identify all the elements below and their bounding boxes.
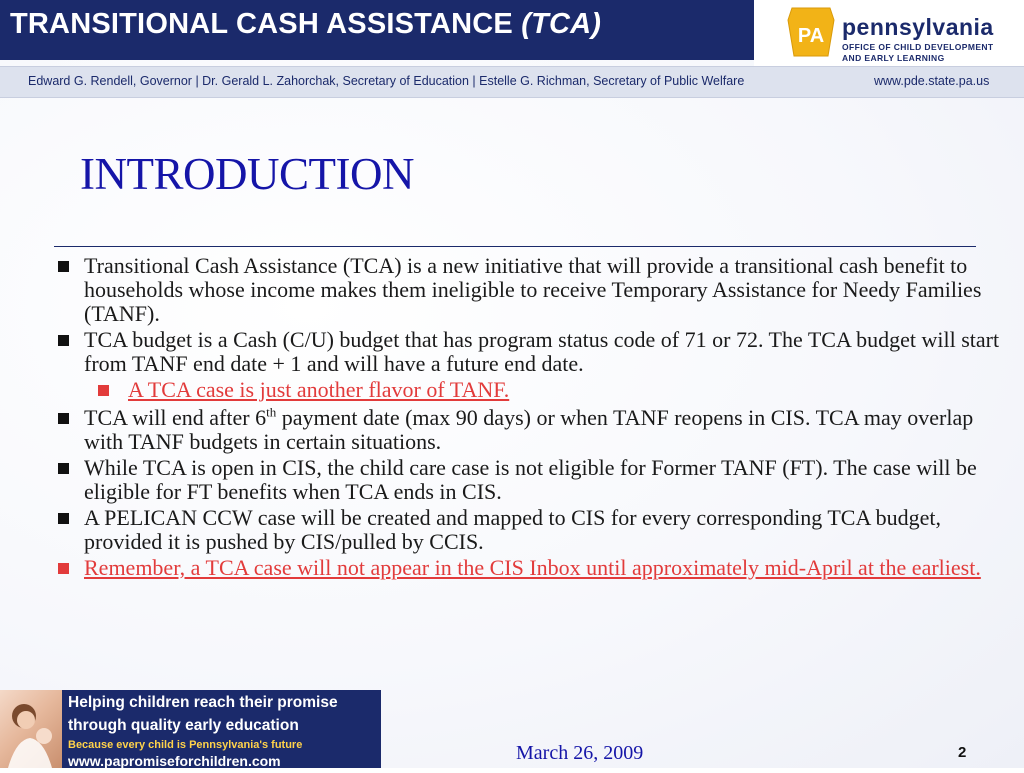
header-title-abbrev: (TCA): [521, 8, 602, 40]
logo-sub-line1: OFFICE OF CHILD DEVELOPMENT: [842, 42, 994, 52]
bullet-item: [56, 506, 1016, 554]
bullet-item: [56, 328, 1016, 376]
bullet-text: [84, 405, 973, 454]
promo-website-link[interactable]: www.papromiseforchildren.com: [68, 753, 281, 769]
square-bullet-icon: [58, 261, 69, 272]
pa-logo-text: PA: [797, 25, 825, 47]
logo-subtitle: [842, 42, 994, 64]
title-divider: [54, 246, 976, 247]
logo-name: pennsylvania: [842, 14, 994, 40]
bullet-text-part: TCA will end after 6: [84, 405, 267, 430]
promo-tagline: Because every child is Pennsylvania's future: [68, 739, 303, 751]
sub-bullet-item: [56, 378, 1016, 402]
bullet-item: [56, 254, 1016, 326]
website-link[interactable]: www.pde.state.pa.us: [874, 74, 990, 88]
bullet-text: While TCA is open in CIS, the child care case is not eligible for Former TANF (FT). The case will be eligible for FT benefits when TCA ends in CIS.: [84, 455, 977, 504]
bullet-item: [56, 406, 1016, 454]
promo-headline-1: Helping children reach their promise: [68, 694, 338, 711]
square-bullet-icon: [58, 335, 69, 346]
bullet-item: [56, 556, 1016, 580]
logo-sub-line2: AND EARLY LEARNING: [842, 53, 945, 63]
bullet-item: [56, 456, 1016, 504]
promo-headline-2: through quality early education: [68, 717, 299, 734]
square-bullet-icon: [58, 413, 69, 424]
bullet-text-part: payment date (max 90 days) or when TANF reopens in CIS. TCA may overlap with TANF budgets in certain situations.: [84, 405, 974, 454]
slide-title: INTRODUCTION: [80, 149, 414, 199]
square-bullet-icon: [58, 463, 69, 474]
promo-photo: [0, 690, 62, 768]
footer-date: March 26, 2009: [516, 742, 644, 764]
square-bullet-icon: [58, 563, 69, 574]
square-bullet-icon: [58, 513, 69, 524]
square-bullet-icon: [98, 385, 109, 396]
officials-text: Edward G. Rendell, Governor | Dr. Gerald L. Zahorchak, Secretary of Education | Estelle G. Richman, Secretary of Public Welfare: [28, 74, 745, 88]
page-number: 2: [958, 744, 967, 761]
header-title: [10, 8, 601, 41]
header-title-main: TRANSITIONAL CASH ASSISTANCE: [10, 8, 513, 40]
highlight-link[interactable]: Remember, a TCA case will not appear in the CIS Inbox until approximately mid-April at the earliest.: [84, 555, 981, 580]
family-photo-icon: [0, 690, 62, 768]
highlight-link[interactable]: A TCA case is just another flavor of TANF.: [128, 377, 510, 402]
superscript: th: [266, 404, 277, 420]
bullet-text: Transitional Cash Assistance (TCA) is a new initiative that will provide a transitional cash benefit to households whose income makes them ineligible to receive Temporary Assistance for Needy Families (TANF).: [84, 253, 982, 326]
bullet-text: TCA budget is a Cash (C/U) budget that has program status code of 71 or 72. The TCA budget will start from TANF end date + 1 and will have a future end date.: [84, 327, 1000, 376]
bullet-list: [56, 254, 1016, 582]
pa-keystone-logo: [786, 6, 836, 58]
bullet-text: A PELICAN CCW case will be created and mapped to CIS for every corresponding TCA budget, provided it is pushed by CIS/pulled by CCIS.: [84, 505, 942, 554]
